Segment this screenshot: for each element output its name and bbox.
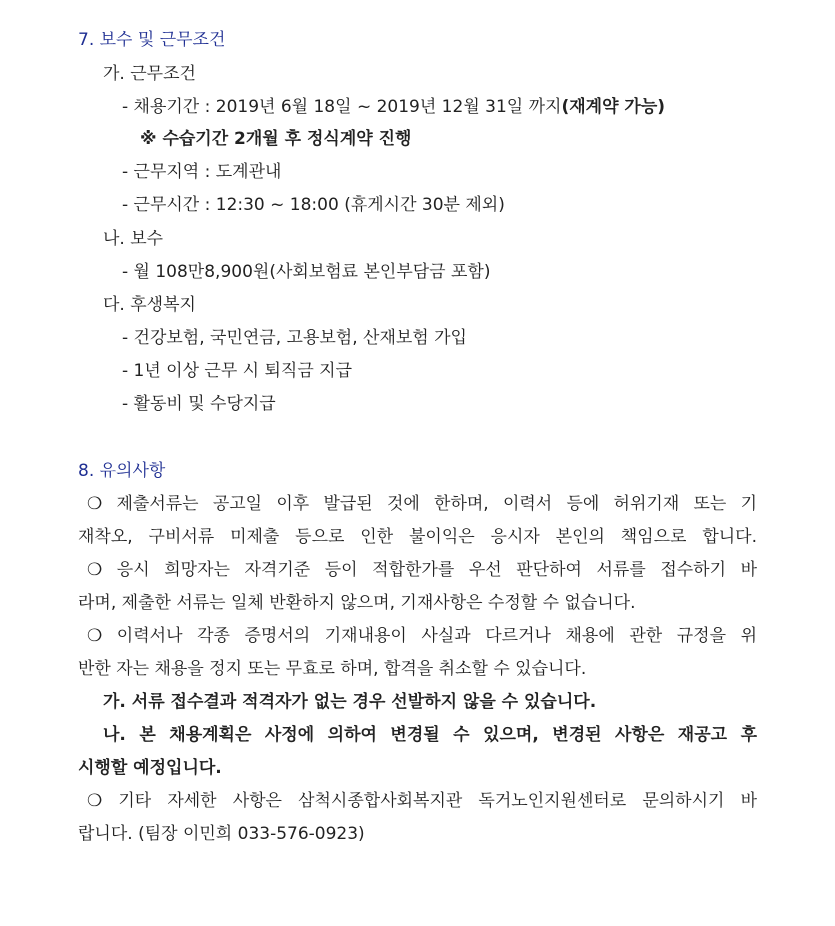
notice-2-line-2: 라며, 제출한 서류는 일체 반환하지 않으며, 기재사항은 수정할 수 없습니다. xyxy=(78,593,636,613)
employment-period-text: - 채용기간 : 2019년 6월 18일 ~ 2019년 12월 31일 까지 xyxy=(122,97,562,117)
subsection-da-title: 다. 후생복지 xyxy=(103,295,196,315)
bold-notice-ga: 가. 서류 접수결과 적격자가 없는 경우 선발하지 않을 수 있습니다. xyxy=(103,692,597,712)
list-item: - 활동비 및 수당지급 xyxy=(122,394,276,414)
list-item: - 1년 이상 근무 시 퇴직금 지급 xyxy=(122,361,353,381)
bold-notice-na-line-1: 나. 본 채용계획은 사정에 의하여 변경될 수 있으며, 변경된 사항은 재공고 후 xyxy=(103,725,757,745)
notice-1-line-1: ❍ 제출서류는 공고일 이후 발급된 것에 한하며, 이력서 등에 허위기재 또는 기 xyxy=(87,494,757,514)
list-item: - 건강보험, 국민연금, 고용보험, 산재보험 가입 xyxy=(122,328,467,348)
section-8-title: 8. 유의사항 xyxy=(78,461,166,481)
work-hours: - 근무시간 : 12:30 ~ 18:00 (휴게시간 30분 제외) xyxy=(122,195,505,215)
bold-notice-na-line-2: 시행할 예정입니다. xyxy=(78,758,222,778)
section-7-title: 7. 보수 및 근무조건 xyxy=(78,30,226,50)
notice-2-line-1: ❍ 응시 희망자는 자격기준 등이 적합한가를 우선 판단하여 서류를 접수하기 바 xyxy=(87,560,757,580)
renewal-note: (재계약 가능) xyxy=(561,97,666,117)
notice-3-line-2: 반한 자는 채용을 정지 또는 무효로 하며, 합격을 취소할 수 있습니다. xyxy=(78,659,587,679)
probation-note: ※ 수습기간 2개월 후 정식계약 진행 xyxy=(140,129,412,149)
notice-4-line-1: ❍ 기타 자세한 사항은 삼척시종합사회복지관 독거노인지원센터로 문의하시기 바 xyxy=(87,791,757,811)
work-area: - 근무지역 : 도계관내 xyxy=(122,162,282,182)
employment-period xyxy=(122,96,665,118)
salary: - 월 108만8,900원(사회보험료 본인부담금 포함) xyxy=(122,262,491,282)
notice-1-line-2: 재착오, 구비서류 미제출 등으로 인한 불이익은 응시자 본인의 책임으로 합니다. xyxy=(78,527,757,547)
notice-3-line-1: ❍ 이력서나 각종 증명서의 기재내용이 사실과 다르거나 채용에 관한 규정을 위 xyxy=(87,626,757,646)
notice-4-line-2: 랍니다. (팀장 이민희 033-576-0923) xyxy=(78,824,365,844)
subsection-na-title: 나. 보수 xyxy=(103,229,164,249)
subsection-ga-title: 가. 근무조건 xyxy=(103,64,196,84)
